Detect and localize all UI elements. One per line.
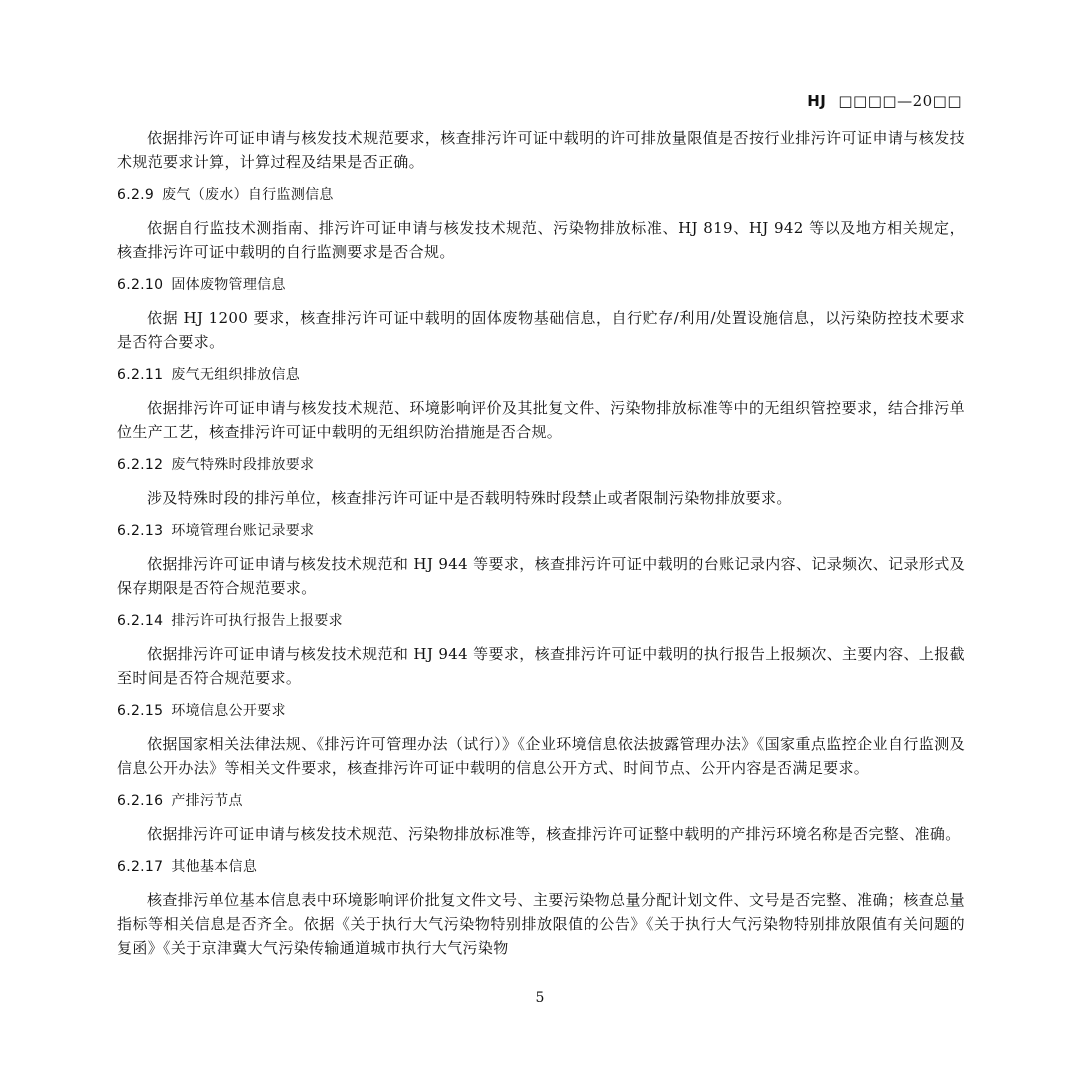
section-number: 6.2.10 [117,277,164,293]
document-body [117,126,965,969]
section-title: 废气（废水）自行监测信息 [162,187,334,203]
body-paragraph: 依据排污许可证申请与核发技术规范、环境影响评价及其批复文件、污染物排放标准等中的无组织管控要求，结合排污单位生产工艺，核查排污许可证中载明的无组织防治措施是否合规。 [117,399,965,441]
body-paragraph: 涉及特殊时段的排污单位，核查排污许可证中是否载明特殊时段禁止或者限制污染物排放要求。 [147,489,792,507]
section-heading [117,609,965,633]
body-paragraph: 依据国家相关法律法规、《排污许可管理办法（试行）》《企业环境信息依法披露管理办法》《国家重点监控企业自行监测及信息公开办法》等相关文件要求，核查排污许可证中载明的信息公开方式、时间节点、公开内容是否满足要求。 [117,735,965,777]
section-number: 6.2.11 [117,367,164,383]
section-title: 其他基本信息 [171,859,258,875]
section-number: 6.2.16 [117,793,164,809]
page-number: 5 [535,990,545,1006]
section-number: 6.2.13 [117,523,164,539]
section-title: 废气无组织排放信息 [171,367,301,383]
section-heading [117,273,965,297]
body-paragraph: 核查排污单位基本信息表中环境影响评价批复文件文号、主要污染物总量分配计划文件、文号是否完整、准确；核查总量指标等相关信息是否齐全。依据《关于执行大气污染物特别排放限值的公告》《关于执行大气污染物特别排放限值有关问题的复函》《关于京津冀大气污染传输通道城市执行大气污染物 [117,891,965,957]
section-number: 6.2.12 [117,457,164,473]
section-title: 环境信息公开要求 [171,703,286,719]
body-paragraph: 依据排污许可证申请与核发技术规范、污染物排放标准等，核查排污许可证整中载明的产排污环境名称是否完整、准确。 [147,825,961,843]
section-title: 固体废物管理信息 [171,277,286,293]
section-heading [117,183,965,207]
section-heading [117,453,965,477]
section-title: 产排污节点 [171,793,243,809]
section-heading [117,789,965,813]
body-paragraph: 依据排污许可证申请与核发技术规范和 HJ 944 等要求，核查排污许可证中载明的台账记录内容、记录频次、记录形式及保存期限是否符合规范要求。 [117,555,965,597]
section-heading [117,519,965,543]
section-heading [117,699,965,723]
page-header [807,92,962,110]
section-heading [117,855,965,879]
section-number: 6.2.17 [117,859,164,875]
body-paragraph: 依据自行监技术测指南、排污许可证申请与核发技术规范、污染物排放标准、HJ 819、HJ 942 等以及地方相关规定，核查排污许可证中载明的自行监测要求是否合规。 [117,219,965,261]
section-number: 6.2.15 [117,703,164,719]
section-heading [117,363,965,387]
section-title: 排污许可执行报告上报要求 [171,613,343,629]
body-paragraph: 依据排污许可证申请与核发技术规范和 HJ 944 等要求，核查排污许可证中载明的执行报告上报频次、主要内容、上报截至时间是否符合规范要求。 [117,645,965,687]
standard-code: □□□□—20□□ [838,92,962,110]
body-paragraph: 依据排污许可证申请与核发技术规范要求，核查排污许可证中载明的许可排放量限值是否按行业排污许可证申请与核发技术规范要求计算，计算过程及结果是否正确。 [117,129,965,171]
section-number: 6.2.9 [117,187,155,203]
section-title: 废气特殊时段排放要求 [171,457,315,473]
section-number: 6.2.14 [117,613,164,629]
body-paragraph: 依据 HJ 1200 要求，核查排污许可证中载明的固体废物基础信息，自行贮存/利用/处置设施信息，以污染防控技术要求是否符合要求。 [117,309,965,351]
section-title: 环境管理台账记录要求 [171,523,315,539]
standard-prefix: HJ [807,92,827,110]
